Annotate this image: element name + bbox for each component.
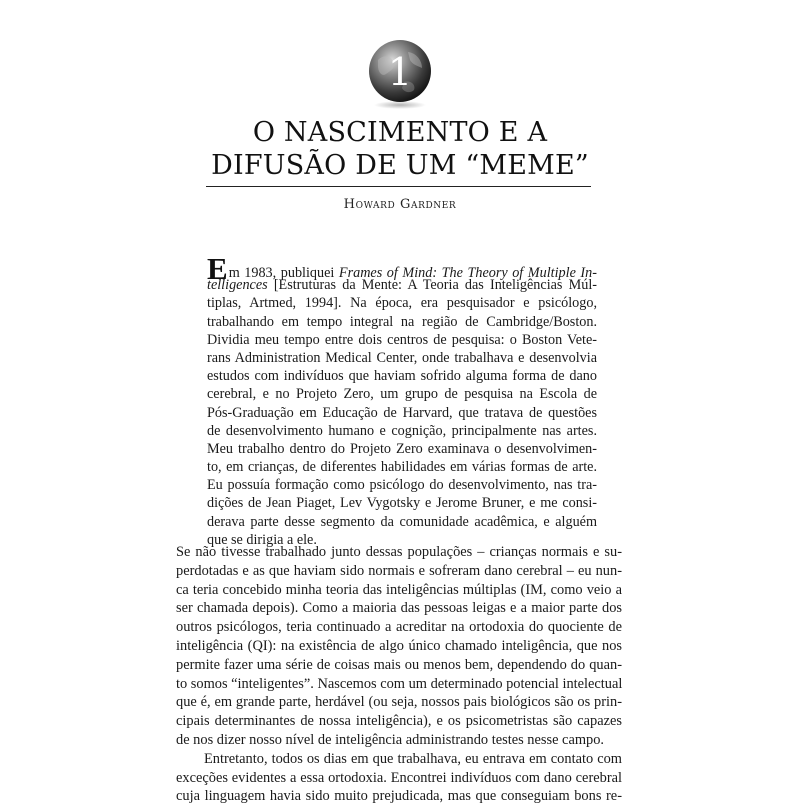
chapter-globe-icon: [364, 38, 436, 110]
opening-line: Pós-Graduação em Educação de Harvard, que tratava de questões: [207, 404, 597, 421]
chapter-title-line-1: O NASCIMENTO E A: [252, 117, 548, 148]
opening-line-1: Em 1983, publiquei Frames of Mind: The Theory of Multiple In-: [207, 251, 597, 286]
body-line: que é, em grande parte, herdável (ou seja, nossos pais biológicos são os prin-: [176, 694, 622, 711]
body-line: exceções evidentes a essa ortodoxia. Encontrei indivíduos com dano cerebral: [176, 769, 622, 786]
opening-line: tiplas, Artmed, 1994]. Na época, era pesquisador e psicólogo,: [207, 295, 597, 312]
chapter-title: [200, 116, 600, 182]
body-line: Se não tivesse trabalhado junto dessas populações – crianças normais e su-: [176, 544, 622, 560]
opening-paragraph: [207, 251, 597, 549]
body-line: outros psicólogos, teria continuado a acreditar na ortodoxia do quociente de: [176, 619, 622, 636]
body-line: cipais determinantes de nossa inteligência), e os psicometristas são capazes: [176, 713, 622, 730]
chapter-title-line-2: DIFUSÃO DE UM “MEME”: [211, 150, 589, 181]
opening-line-2: telligences [Estruturas da Mente: A Teoria das Inteligências Múl-: [207, 277, 597, 294]
opening-line: rans Administration Medical Center, onde trabalhava e desenvolvia: [207, 349, 597, 366]
opening-line: estudos com indivíduos que haviam sofrido alguma forma de dano: [207, 368, 597, 385]
chapter-number: 1: [387, 50, 413, 94]
opening-line: que se dirigia a ele.: [207, 531, 317, 548]
opening-line: Eu possuía formação como psicólogo do desenvolvimento, nas tra-: [207, 477, 597, 494]
author-name: Howard Gardner: [343, 197, 457, 212]
drop-cap: E: [207, 251, 228, 286]
body-line: ca teria concebido minha teoria das inteligências múltiplas (IM, como veio a: [176, 581, 622, 598]
body-line: permite fazer uma série de coisas mais ou menos bem, dependendo do quan-: [176, 656, 622, 673]
opening-line: to, em crianças, de diferentes habilidades em várias formas de arte.: [207, 459, 597, 476]
opening-line: derava parte desse segmento da comunidade acadêmica, e alguém: [207, 513, 597, 530]
opening-line: cerebral, e no Projeto Zero, um grupo de pesquisa na Escola de: [207, 386, 597, 403]
body-line: de nos dizer nosso nível de inteligência administrando testes nesse campo.: [176, 731, 605, 748]
body-text: [176, 543, 622, 806]
opening-line: Meu trabalho dentro do Projeto Zero examinava o desenvolvimen-: [207, 440, 597, 457]
opening-line: dições de Jean Piaget, Lev Vygotsky e Jerome Bruner, e me consi-: [207, 495, 597, 512]
body-line: Entretanto, todos os dias em que trabalhava, eu entrava em contato com: [204, 750, 622, 767]
body-line: ser chamada depois). Como a maioria das pessoas leigas e a maior parte dos: [176, 600, 622, 617]
title-divider: [206, 186, 591, 187]
body-line: inteligência (QI): na existência de algo único chamado inteligência, que nos: [176, 637, 622, 654]
globe-icon: [364, 38, 436, 110]
opening-line: de desenvolvimento humano e cognição, principalmente nas artes.: [207, 422, 597, 439]
body-line: perdotadas e as que haviam sido normais e sofreram dano cerebral – eu nun-: [176, 562, 622, 579]
body-line: cuja linguagem havia sido muito prejudicada, mas que conseguiam bons re-: [176, 788, 622, 805]
opening-line: Dividia meu tempo entre dois centros de pesquisa: o Boston Vete-: [207, 331, 597, 348]
opening-line: trabalhando em tempo integral na região de Cambridge/Boston.: [207, 313, 597, 330]
book-title-italic: Frames of Mind: The Theory of Multiple In-: [338, 265, 597, 281]
body-line: to somos “inteligentes”. Nascemos com um determinado potencial intelectual: [176, 675, 623, 692]
